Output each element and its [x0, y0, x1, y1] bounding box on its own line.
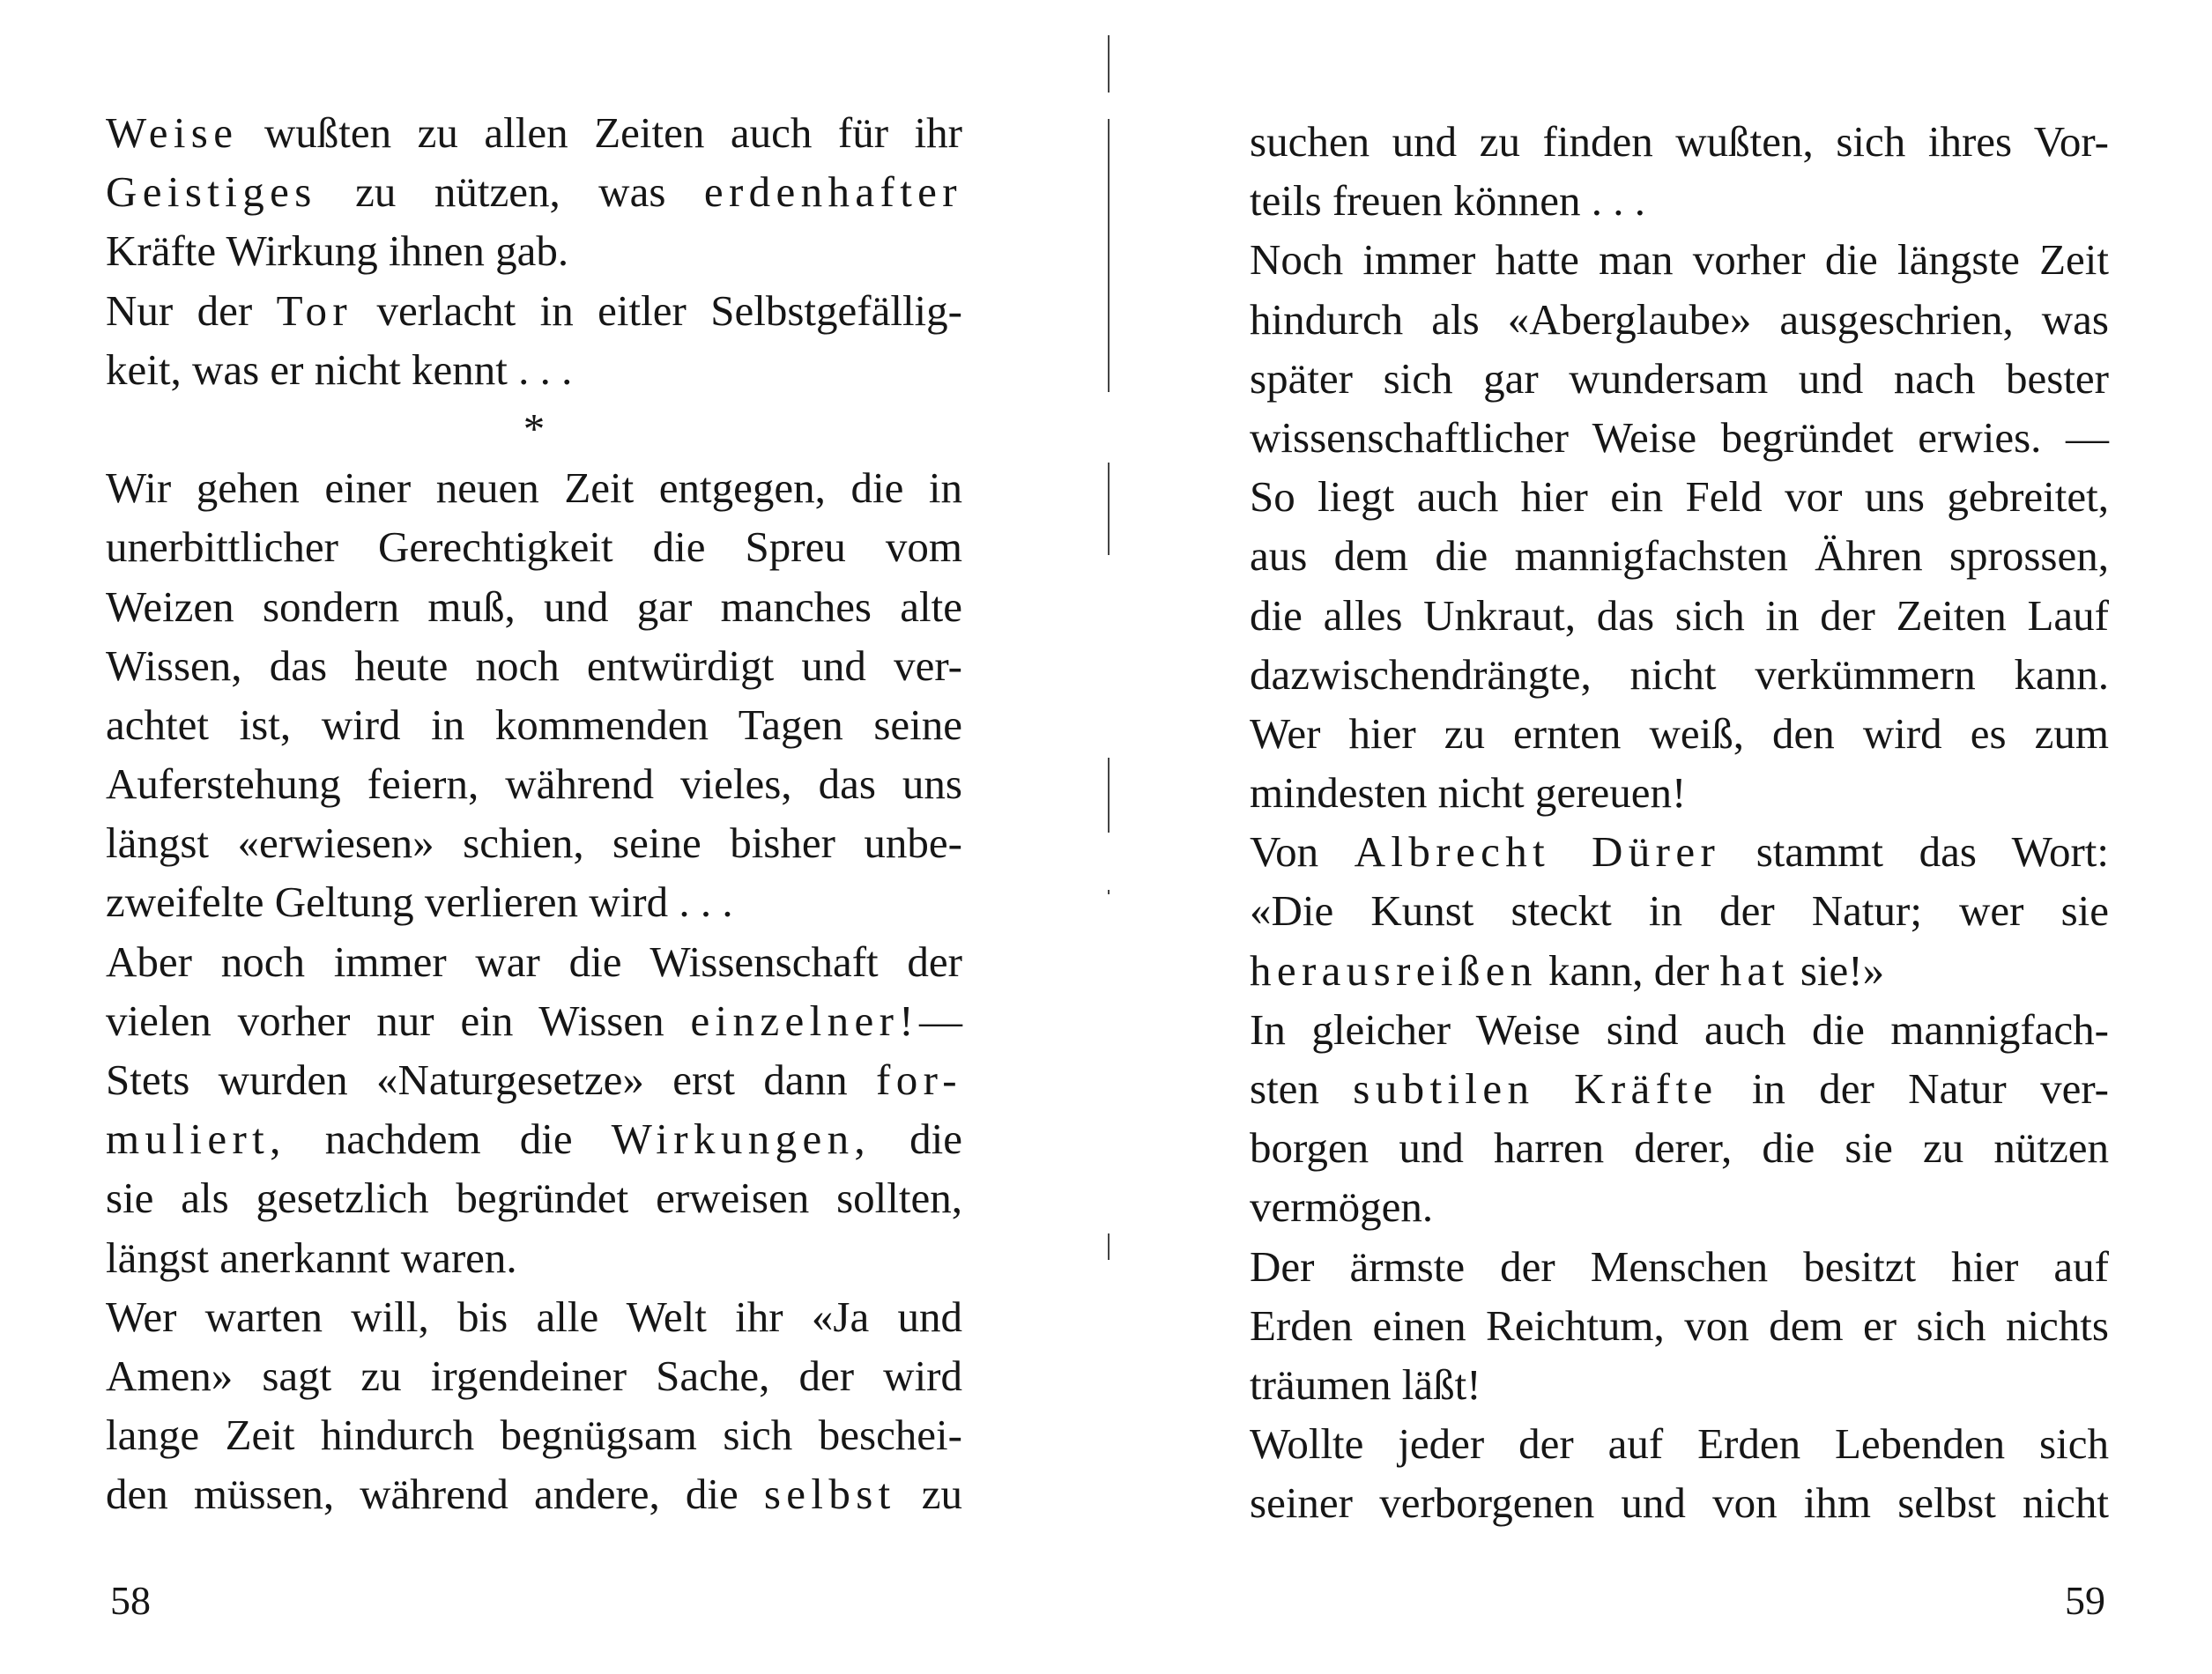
text-run: später sich gar wundersam und nach bester [1250, 353, 2109, 403]
text-line [1250, 645, 2109, 704]
text-run: stammt das Wort: [1720, 827, 2109, 877]
text-run: vermögen. [1250, 1182, 1434, 1232]
text-line [1250, 1296, 2109, 1355]
text-line [1250, 822, 2109, 881]
emphasis-spaced-text: einzelner! [690, 996, 919, 1045]
text-run: «Die Kunst steckt in der Natur; wer sie [1250, 886, 2109, 936]
text-line [106, 221, 962, 280]
text-run: Erden einen Reichtum, von dem er sich nichts [1250, 1300, 2109, 1350]
text-run: So liegt auch hier ein Feld vor uns gebreitet, [1250, 472, 2109, 522]
text-line [1250, 881, 2109, 940]
right-page-text [1250, 112, 2109, 1533]
text-run: zu [895, 1470, 963, 1519]
text-run: keit, was er nicht kennt . . . [106, 344, 573, 394]
text-run: längst anerkannt waren. [106, 1233, 517, 1282]
text-line [1250, 1118, 2109, 1177]
text-run: in der Natur ver- [1718, 1064, 2109, 1113]
text-run: träumen läßt! [1250, 1359, 1481, 1409]
text-run: nachdem die [286, 1115, 612, 1164]
text-run: hindurch als «Aberglaube» ausgeschrien, was [1250, 294, 2109, 344]
text-run: dazwischendrängte, nicht verkümmern kann. [1250, 649, 2109, 699]
text-line [1250, 1059, 2109, 1118]
text-line [106, 872, 962, 931]
text-line [106, 1109, 962, 1168]
emphasis-spaced-text: hat [1719, 945, 1790, 995]
text-line [106, 458, 962, 517]
text-line [106, 103, 962, 162]
text-line [1250, 1237, 2109, 1296]
emphasis-spaced-text: Albrecht Dürer [1354, 827, 1721, 877]
text-run: verlacht in eitler Selbstgefällig- [353, 285, 962, 335]
emphasis-spaced-text: Tor [276, 285, 353, 335]
text-line [1250, 349, 2109, 408]
text-run: suchen und zu finden wußten, sich ihres Vor- [1250, 117, 2109, 166]
text-run: aus dem die mannigfachsten Ähren sprossen, [1250, 531, 2109, 581]
page-number-right: 59 [2065, 1578, 2105, 1623]
text-run: sten [1250, 1064, 1354, 1113]
text-line [1250, 1000, 2109, 1059]
text-line [1250, 1177, 2109, 1236]
text-line [106, 1168, 962, 1227]
text-run: Nur der [106, 285, 277, 335]
left-page-text [106, 103, 962, 1524]
text-line [1250, 467, 2109, 526]
text-run: seiner verborgenen und von ihm selbst nicht [1250, 1478, 2109, 1528]
emphasis-spaced-text: selbst [763, 1470, 896, 1519]
text-run: achtet ist, wird in kommenden Tagen seine [106, 700, 962, 749]
emphasis-spaced-text: Wirkungen, [611, 1115, 872, 1164]
text-run: vielen vorher nur ein Wissen [106, 996, 691, 1045]
text-line [106, 636, 962, 695]
text-line [106, 695, 962, 754]
text-run: Auferstehung feiern, während vieles, das uns [106, 759, 962, 809]
text-line [1250, 1473, 2109, 1532]
text-run: Wer warten will, bis alle Welt ihr «Ja und [106, 1292, 962, 1341]
text-run: zu nützen, was [316, 167, 704, 217]
text-line [1250, 290, 2109, 349]
text-run: Von [1250, 827, 1355, 877]
text-line [106, 813, 962, 872]
text-run: teils freuen können . . . [1250, 176, 1646, 226]
text-run: unerbittlicher Gerechtigkeit die Spreu vom [106, 522, 962, 572]
page-number-left: 58 [110, 1578, 151, 1623]
text-run: — [919, 996, 962, 1045]
text-line [106, 281, 962, 340]
text-run: Stets wurden «Naturgesetze» erst dann [106, 1056, 877, 1104]
text-run: kann, der [1537, 945, 1720, 995]
emphasis-spaced-text: erdenhafter [703, 167, 962, 217]
text-run: borgen und harren derer, die sie zu nützen [1250, 1123, 2109, 1173]
text-run: Noch immer hatte man vorher die längste Zeit [1250, 235, 2109, 285]
text-run: die alles Unkraut, das sich in der Zeiten Lauf [1250, 590, 2109, 640]
text-line [106, 1405, 962, 1464]
text-line [1250, 230, 2109, 289]
emphasis-spaced-text: Geistiges [106, 167, 317, 217]
text-line [1250, 171, 2109, 230]
text-run: Kräfte Wirkung ihnen gab. [106, 226, 569, 276]
text-run: den müssen, während andere, die [106, 1470, 764, 1519]
text-run: sie!» [1789, 945, 1885, 995]
text-run: wissenschaftlicher Weise begründet erwies. — [1250, 412, 2109, 462]
text-line [106, 517, 962, 576]
text-run: * [523, 404, 546, 453]
text-line [106, 1464, 962, 1523]
right-page [1106, 0, 2212, 1674]
text-run: Wir gehen einer neuen Zeit entgegen, die in [106, 463, 962, 513]
text-run: wußten zu allen Zeiten auch für ihr [238, 108, 962, 157]
text-line [106, 1287, 962, 1346]
text-line [1250, 586, 2109, 645]
text-run: Wissen, das heute noch entwürdigt und ver- [106, 641, 962, 690]
text-run: Weizen sondern muß, und gar manches alte [106, 581, 962, 631]
text-line [106, 754, 962, 813]
emphasis-spaced-text: muliert, [106, 1115, 286, 1164]
text-line [106, 1228, 962, 1287]
emphasis-spaced-text: for- [876, 1056, 962, 1104]
text-run: längst «erwiesen» schien, seine bisher unbe- [106, 818, 962, 868]
text-line [106, 1346, 962, 1405]
text-run: zweifelte Geltung verlieren wird . . . [106, 878, 733, 927]
text-line [1250, 1355, 2109, 1414]
text-run: Wer hier zu ernten weiß, den wird es zum [1250, 708, 2109, 758]
text-line [106, 1050, 962, 1109]
text-line [106, 991, 962, 1050]
text-line [106, 340, 962, 399]
emphasis-spaced-text: subtilen Kräfte [1353, 1064, 1718, 1113]
text-run: die [871, 1115, 962, 1164]
text-line [1250, 763, 2109, 822]
text-line [106, 162, 962, 221]
text-line [1250, 526, 2109, 585]
text-run: sie als gesetzlich begründet erweisen sollten, [106, 1174, 962, 1223]
emphasis-spaced-text: Weise [106, 108, 239, 157]
text-run: In gleicher Weise sind auch die mannigfach- [1250, 1004, 2109, 1054]
text-line [106, 577, 962, 636]
text-line [1250, 941, 2109, 1000]
text-line [1250, 408, 2109, 467]
text-run: lange Zeit hindurch begnügsam sich beschei- [106, 1411, 962, 1460]
text-line [1250, 1414, 2109, 1473]
text-run: mindesten nicht gereuen! [1250, 768, 1687, 818]
section-divider-asterisk [106, 399, 962, 458]
text-run: Der ärmste der Menschen besitzt hier auf [1250, 1241, 2109, 1291]
text-line [1250, 704, 2109, 763]
text-run: Wollte jeder der auf Erden Lebenden sich [1250, 1419, 2109, 1469]
text-line [106, 932, 962, 991]
text-line [1250, 112, 2109, 171]
text-run: Aber noch immer war die Wissenschaft der [106, 937, 962, 986]
text-run: Amen» sagt zu irgendeiner Sache, der wird [106, 1351, 962, 1400]
emphasis-spaced-text: herausreißen [1250, 945, 1538, 995]
